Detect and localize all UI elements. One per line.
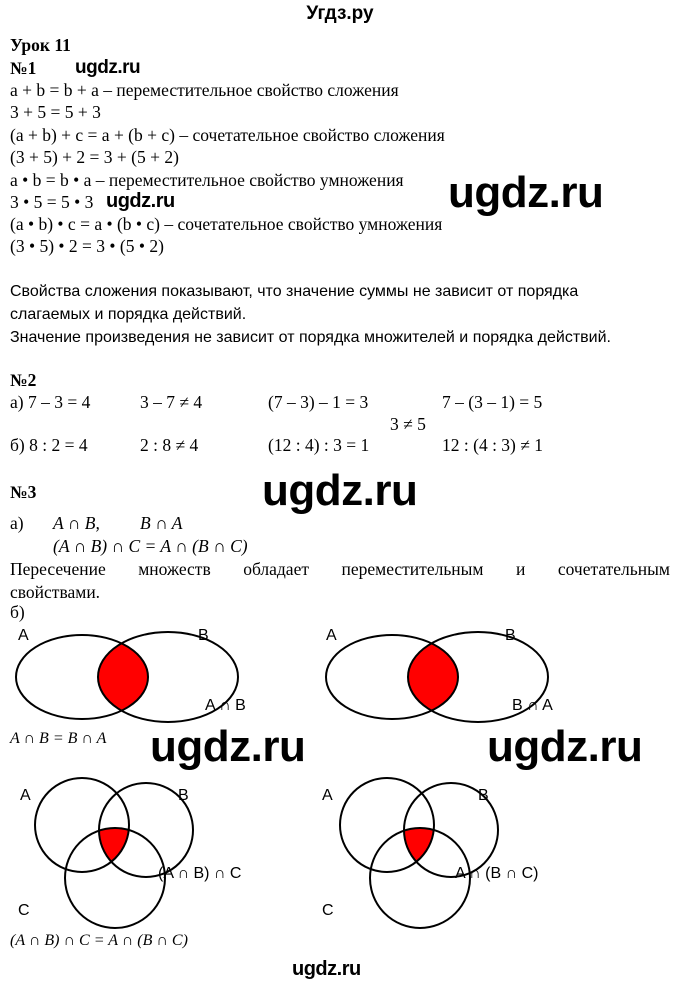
task-2-b-3: (12 : 4) : 3 = 1 [268,435,370,455]
set-b-label: B [178,787,189,804]
task-3-b-label: б) [10,602,25,622]
task-2-middle: 3 ≠ 5 [390,414,426,434]
word: обладает [243,559,309,579]
set-b-label: B [478,787,489,804]
task-3-a-expr: (A ∩ B) ∩ C = A ∩ (B ∩ C) [53,536,248,556]
watermark: ugdz.ru [262,466,418,515]
venn-ab-intersect-c [18,778,241,928]
word: переместительным [341,559,484,579]
word: сочетательным [557,559,670,579]
set-a-label: A [18,627,29,644]
set-c-label: C [18,902,30,919]
task-1-line: (3 • 5) • 2 = 3 • (5 • 2) [10,236,164,256]
lesson-title: Урок 11 [10,35,71,55]
task-3-a-label: а) [10,513,24,533]
venn-a-intersect-b [16,627,246,722]
set-b-label: B [505,627,516,644]
word: и [515,559,526,579]
diagram-caption: B ∩ A [512,697,553,714]
set-a-label: A [322,787,333,804]
task-1-paragraph: Свойства сложения показывают, что значение суммы не зависит от порядка [10,283,579,300]
task-1-paragraph: Значение произведения не зависит от порядка множителей и порядка действий. [10,329,611,346]
task-2-number: №2 [10,370,37,390]
diagram-caption: A ∩ (B ∩ C) [455,865,539,882]
task-3-a-expr: B ∩ A [140,513,183,533]
task-1-line: (a • b) • c = a • (b • c) – сочетательное свойство умножения [10,214,443,234]
task-2-a-1: а) 7 – 3 = 4 [10,392,91,412]
task-1-line: a + b = b + a – переместительное свойство сложения [10,80,399,100]
set-a-circle [35,778,129,872]
task-1-line: (3 + 5) + 2 = 3 + (5 + 2) [10,147,179,167]
venn-a-intersect-bc [322,778,538,928]
site-title: Угдз.ру [306,3,374,24]
task-1-line: 3 + 5 = 5 + 3 [10,102,101,122]
task-3-number: №3 [10,482,37,502]
word: Пересечение [10,559,106,579]
task-2-a-4: 7 – (3 – 1) = 5 [442,392,543,412]
set-b-label: B [198,627,209,644]
set-c-label: C [322,902,334,919]
watermark: ugdz.ru [292,958,361,980]
task-2-b-4: 12 : (4 : 3) ≠ 1 [442,435,543,455]
set-a-circle [340,778,434,872]
set-a-label: A [20,787,31,804]
task-2-a-2: 3 – 7 ≠ 4 [140,392,203,412]
task-2-b-1: б) 8 : 2 = 4 [10,435,88,455]
watermark: ugdz.ru [75,57,141,78]
watermark: ugdz.ru [448,168,604,217]
watermark: ugdz.ru [150,722,306,771]
watermark: ugdz.ru [487,722,643,771]
word: множеств [138,559,211,579]
task-1-line: a • b = b • a – переместительное свойство умножения [10,170,404,190]
diagram-caption: A ∩ B [205,697,246,714]
diagram-caption: (A ∩ B) ∩ C [158,865,242,882]
task-1-paragraph: слагаемых и порядка действий. [10,306,247,323]
task-2-a-3: (7 – 3) – 1 = 3 [268,392,369,412]
task-3-conclusion-end: свойствами. [10,582,101,602]
set-a-label: A [326,627,337,644]
equation-associative: (A ∩ B) ∩ C = A ∩ (B ∩ C) [10,932,188,949]
task-2-b-2: 2 : 8 ≠ 4 [140,435,199,455]
equation-commutative: A ∩ B = B ∩ A [10,730,107,747]
task-1-number: №1 [10,58,37,78]
task-1-line: (a + b) + c = a + (b + c) – сочетательное свойство сложения [10,125,445,145]
task-1-line: 3 • 5 = 5 • 3 [10,192,94,212]
venn-b-intersect-a [326,627,553,722]
watermark: ugdz.ru [106,190,175,212]
task-3-a-expr: A ∩ B, [53,513,100,533]
